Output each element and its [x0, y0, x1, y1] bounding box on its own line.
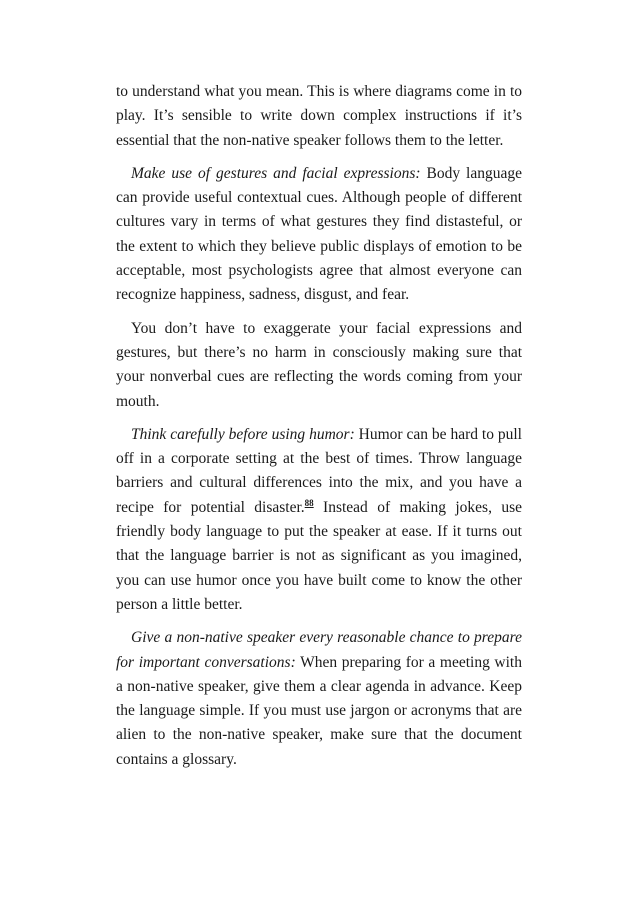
- paragraph-lead: Make use of gestures and facial expressions:: [131, 164, 421, 182]
- footnote-link[interactable]: 88: [304, 497, 314, 508]
- paragraph-continuation: [116, 80, 522, 153]
- paragraph-lead: Think carefully before using humor:: [131, 425, 355, 443]
- paragraph-text: Body language can provide useful contextual cues. Although people of different cultures vary in terms of what gestures they find distasteful, or the extent to which they believe public displays of emotion to be acceptable, most psychologists agree that almost everyone can recognize happiness, sadness, disgust, and fear.: [116, 164, 522, 304]
- paragraph-text: When preparing for a meeting with a non-native speaker, give them a clear agenda in advance. Keep the language simple. If you must use jargon or acronyms that are alien to the non-native speaker, make sure that the document contains a glossary.: [116, 653, 522, 768]
- paragraph-text: Instead of making jokes, use friendly body language to put the speaker at ease. If it turns out that the language barrier is not as significant as you imagined, you can use humor once you have built come to know the other person a little better.: [116, 498, 522, 613]
- paragraph-humor: [116, 423, 522, 617]
- paragraph-lead: Give a non-native speaker every reasonable chance to prepare for important conversations:: [116, 629, 522, 671]
- paragraph-text: to understand what you mean. This is where diagrams come in to play. It’s sensible to write down complex instructions if it’s essential that the non-native speaker follows them to the letter.: [116, 83, 522, 149]
- paragraph-text: You don’t have to exaggerate your facial expressions and gestures, but there’s no harm in consciously making sure that your nonverbal cues are reflecting the words coming from your mouth.: [116, 319, 522, 410]
- paragraph-text: Humor can be hard to pull off in a corporate setting at the best of times. Throw language barriers and cultural differences into the mix, and you have a recipe for potential disaster.: [116, 425, 522, 516]
- paragraph-prepare: [116, 626, 522, 772]
- document-page: [116, 80, 522, 781]
- paragraph-nonverbal: [116, 317, 522, 414]
- paragraph-gestures: [116, 162, 522, 308]
